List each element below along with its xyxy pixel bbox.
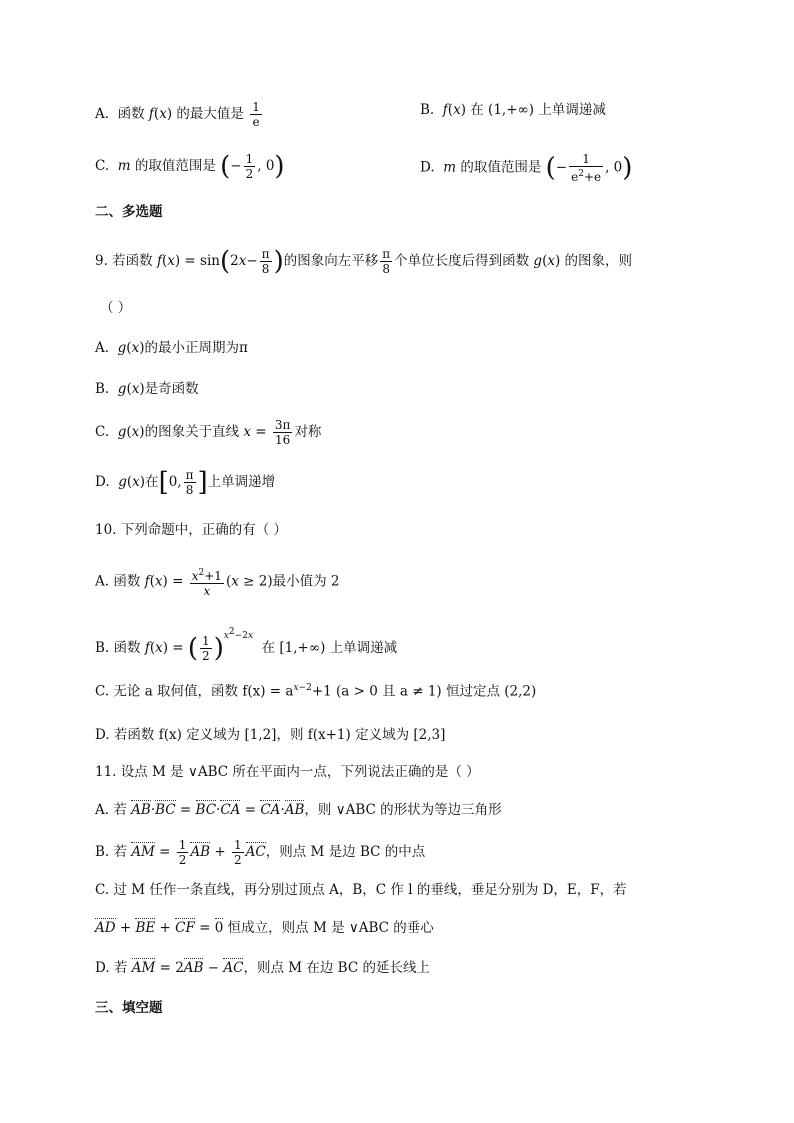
- q9-stem: 9. 若函数 f(x) = sin(2x− $\frac{\pi}{8}$ )的图象向左平移 $\frac{\pi}{8}$ 个单位长度后得到函数 g(x) 的图象，则: [95, 246, 633, 277]
- q9-option-d: D. g(x)在[0, $\frac{\pi}{8}$ ]上单调递增: [95, 467, 276, 498]
- q8-option-b: B. f(x) 在 (1,+∞) 上单调递减: [420, 102, 606, 118]
- q11-option-c-line1: C. 过 M 任作一条直线，再分别过顶点 A，B，C 作 l 的垂线，垂足分别为 D，E，F，若: [95, 882, 627, 898]
- section-title: 二、多选题: [95, 204, 163, 220]
- q11-stem: 11. 设点 M 是 ∨ABC 所在平面内一点，下列说法正确的是（ ）: [95, 764, 480, 780]
- q10-option-a: A. 函数 f(x) = $\frac{x^2+1}{x}$ (x ≥ 2)最小值为 2: [95, 568, 340, 598]
- q11-option-d: D. 若 AM = 2AB − AC，则点 M 在边 BC 的延长线上: [95, 960, 430, 976]
- q8-option-a: A. 函数 f(x) 的最大值是 $\frac{1}{e}$: [95, 100, 260, 129]
- q9-option-a: A. g(x)的最小正周期为π: [95, 340, 248, 356]
- q11-option-b: B. 若 AM = $\frac{1}{2}$ AB + $\frac{1}{2}$ AC，则点 M 是边 BC 的中点: [95, 838, 426, 867]
- q8-option-d: D. m 的取值范围是 (− $\frac{1}{e^2+e}$ , 0): [420, 152, 633, 184]
- q9-option-b: B. g(x)是奇函数: [95, 381, 199, 397]
- q10-option-c: C. 无论 a 取何值，函数 $f(x) = a^{x-2}+1$ (a > 0 且 a ≠ 1) 恒过定点 (2,2): [95, 683, 537, 700]
- q10-stem: 10. 下列命题中，正确的有（ ）: [95, 522, 288, 538]
- q10-option-b: B. 函数 f(x) = ( $\frac{1}{2}$ )$^{x^2-2x}$ 在 [1,+∞) 上单调递减: [95, 627, 398, 664]
- q11-option-c-line2: AD + BE + CF = 0 恒成立，则点 M 是 ∨ABC 的垂心: [95, 920, 434, 936]
- q9-paren: （ ）: [100, 300, 132, 316]
- q11-option-a: A. 若 AB·BC = BC·CA = CA·AB，则 ∨ABC 的形状为等边三角形: [95, 802, 502, 818]
- q10-option-d: D. 若函数 f(x) 定义域为 [1,2]，则 f(x+1) 定义域为 [2,3]: [95, 727, 446, 743]
- q8-option-c: C. m 的取值范围是 (− $\frac{1}{2}$ , 0): [95, 151, 285, 182]
- section-title-3: 三、填空题: [95, 1000, 163, 1016]
- q9-option-c: C. g(x)的图象关于直线 x = $\frac{3\pi}{16}$ 对称: [95, 418, 322, 447]
